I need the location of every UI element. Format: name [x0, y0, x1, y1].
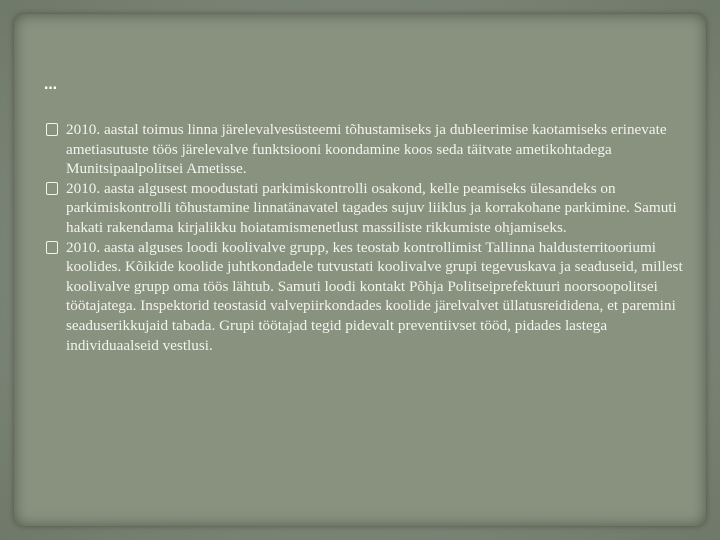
bullet-box-icon — [46, 241, 58, 254]
bullet-item — [46, 179, 686, 238]
bullet-box-icon — [46, 123, 58, 136]
bullet-text: 2010. aasta algusest moodustati parkimiskontrolli osakond, kelle peamiseks ülesandeks on parkimiskontrolli tõhustamine linnatänavatel tagades sujuv liiklus ja korrakohane parkimine. Samuti hakati rakendama kirjalikku hoiatamismenetlust massiliste rikkumiste ohjamiseks. — [66, 179, 677, 236]
bullet-text: 2010. aasta alguses loodi koolivalve grupp, kes teostab kontrollimist Tallinna haldusterritooriumi koolides. Kõikide koolide juhtkondadele tutvustati koolivalve grupi tegevuskava ja seaduseid, millest koolivalve grupp oma töös lähtub. Samuti loodi kontakt Põhja Politseiprefektuuri noorsoopolitsei töötajatega. Inspektorid teostasid valvepiirkondades koolide järelvalvet üllatusreididena, et paremini seaduserikkujaid tabada. Grupi töötajad tegid pidevalt preventiivset tööd, pidades lastega individuaalseid vestlusi. — [66, 238, 683, 354]
bullet-box-icon — [46, 182, 58, 195]
bullet-list — [46, 120, 686, 355]
bullet-item — [46, 120, 686, 179]
bullet-text: 2010. aastal toimus linna järelevalvesüsteemi tõhustamiseks ja dubleerimise kaotamiseks erinevate ametiasutuste töös järelevalve funktsiooni koondamine koos seda täitvate ametikohtadega Munitsipaalpolitsei Ametisse. — [66, 121, 667, 178]
bullet-item — [46, 238, 686, 356]
slide-title: … — [44, 78, 58, 93]
